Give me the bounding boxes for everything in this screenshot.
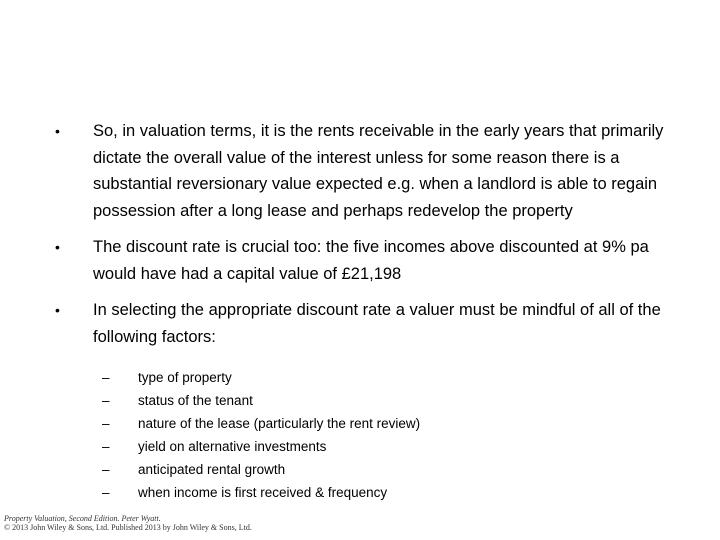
bullet-dot-icon: • (55, 123, 60, 139)
bullet-item (22, 234, 682, 287)
footer-credit (4, 514, 252, 532)
dash-icon: – (102, 370, 110, 385)
bullet-item (22, 118, 682, 224)
bullet-item (22, 297, 682, 350)
bullet-list (22, 118, 682, 360)
bullet-dot-icon: • (55, 302, 60, 318)
factor-text: status of the tenant (138, 393, 253, 408)
dash-icon: – (102, 439, 110, 454)
bullet-text: In selecting the appropriate discount rate a valuer must be mindful of all of the following factors: (93, 301, 661, 346)
factor-item (102, 435, 420, 458)
factor-text: type of property (138, 370, 232, 385)
bullet-text: So, in valuation terms, it is the rents receivable in the early years that primarily dictate the overall value of the interest unless for some reason there is a substantial reversionary value expected e.g. when a landlord is able to regain possession after a long lease and perhaps redevelop the property (93, 122, 664, 220)
dash-icon: – (102, 485, 110, 500)
factor-text: when income is first received & frequency (138, 485, 388, 500)
footer-copyright: © 2013 John Wiley & Sons, Ltd. Published 2013 by John Wiley & Sons, Ltd. (4, 523, 252, 532)
factor-text: yield on alternative investments (138, 439, 327, 454)
bullet-text: The discount rate is crucial too: the five incomes above discounted at 9% pa would have had a capital value of £21,198 (93, 238, 649, 283)
factor-item (102, 389, 420, 412)
factor-text: anticipated rental growth (138, 462, 286, 477)
footer-book-title: Property Valuation, Second Edition. Peter Wyatt. (4, 514, 161, 523)
factor-item (102, 481, 420, 504)
dash-icon: – (102, 462, 110, 477)
factor-text: nature of the lease (particularly the rent review) (138, 416, 421, 431)
factor-item (102, 412, 420, 435)
factor-item (102, 458, 420, 481)
bullet-dot-icon: • (55, 239, 60, 255)
dash-icon: – (102, 393, 110, 408)
dash-icon: – (102, 416, 110, 431)
factor-item (102, 366, 420, 389)
factor-list (102, 366, 420, 504)
